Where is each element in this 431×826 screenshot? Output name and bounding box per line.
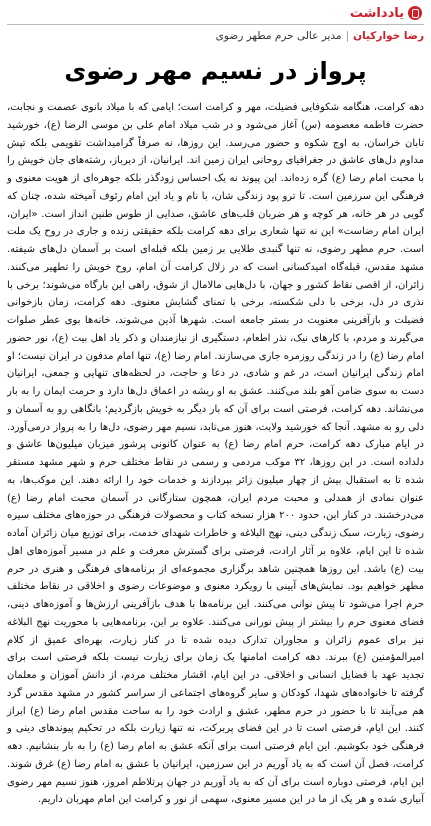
author-role: مدیر عالی حرم مطهر رضوی bbox=[215, 30, 342, 42]
byline bbox=[7, 27, 424, 45]
byline-separator: | bbox=[345, 30, 350, 42]
note-icon bbox=[408, 6, 422, 20]
article-body: دهه کرامت، هنگامه شکوفایی فضیلت، مهر و کرامت است؛ ایامی که با میلاد بانوی عصمت و نجابت، حضرت فاطمه معصومه (س) آغاز می‌شود و در شب میلاد امام علی بن موسی الرضا (ع)، خورشید تابان خراسان، به اوج شکوه و حضور می‌رسد. این روزها، نه صرفاً گرامیداشت تقویمی بلکه تپش مداوم دل‌های عاشق در جغرافیای روحانی ایران زمین اند. ایرانیان، از دیرباز، رشته‌های جان خویش را با محبت امام رضا (ع) گره زده‌اند. این پیوند نه یک احساس زودگذر بلکه جوهره‌ای از هویت معنوی و فرهنگی این سرزمین است. تا ترو پود زندگی شان، با نام و یاد این امام رئوف آمیخته شده، چنان که گویی در هر خانه، هر کوچه و هر ضربان قلب‌های عاشق، صدایی از طوس طنین انداز است. «ایران، ایران امام رضاست» این نه تنها شعاری برای دهه کرامت بلکه حقیقتی زنده و جاری در روح یک ملت است. حرم مطهر رضوی، نه تنها گنبدی طلایی بر زمین بلکه قبله‌ای است بر آسمان دل‌های شیفته. مشهد مقدس، قبله‌گاه امیدکسانی است که در زلال کرامت آن امام، روح خویش را تطهیر می‌کنند. زائران، از اقصی نقاط کشور و جهان، با دل‌هایی مالامال از شوق، راهی این بارگاه می‌شوند؛ برخی با نذری در دل، برخی با دلی شکسته، برخی با تمنای گشایش معنوی. دهه کرامت، زمان بازخوانی فضیلت و بازآفرینی معنویت در بستر جامعه است. شهرها آذین می‌شوند، خانه‌ها بوی عطر صلوات می‌گیرند و مردم، با کارهای نیک، نذر اطعام، دستگیری از نیازمندان و ذکر یاد اهل بیت (ع)، نور حضور امام رضا (ع) را در زندگی روزمره جاری می‌سازند. امام رضا (ع)، تنها امام مدفون در ایران نیست؛ او امام زندگی ایرانیان است، در غم و شادی، در دعا و حاجت، در لحظه‌های تنهایی و جمعی، ایرانیان دست به سوی ضامن آهو بلند می‌کنند. عشق به او ریشه در اعماق دل‌ها دارد و حرمت ایمان را به بار می‌نشاند. دهه کرامت، فرصتی است برای آن که بار دیگر به خویش بازگردیم؛ بانگاهی رو به آسمان و دلی رو به مشهد. آنجا که خورشید ولایت، هنوز می‌تابد، نسیم مهر رضوی، دل‌ها را به پرواز درمی‌آورد. در ایام مبارک دهه کرامت، حرم امام رضا (ع) به عنوان کانونی پرشور میزبان میلیون‌ها عاشق و دلداده است. در این روزها، ۳۲ موکب مردمی و رسمی در نقاط مختلف حرم و شهر مشهد مستقر شده تا به استقبال بیش از چهار میلیون زائر بپردازند و خدمات خود را ارائه دهند. این موکب‌ها، به عنوان نمادی از همدلی و محبت مردم ایران، همچون ستارگانی در آسمان محبت امام رضا (ع) می‌درخشند. در کنار این، حدود ۲۰۰ هزار نسخه کتاب و محصولات فرهنگی در حوزه‌های مختلف سیره رضوی، زیارت، سبک زندگی دینی، نهج البلاغه و خاطرات شهدای خدمت، برای توزیع میان زائران آماده شده تا این ایام، علاوه بر آثار ارادت، فرصتی برای گسترش معرفت و علم در مسیر آموزه‌های اهل بیت (ع) باشد. این روزها همچنین شاهد برگزاری مجموعه‌ای از برنامه‌های فرهنگی و هنری در حرم مطهر خواهیم بود. نمایش‌های آیینی با رویکرد معنوی و موضوعات رضوی و اخلاقی در نقاط مختلف حرم اجرا می‌شود تا پیش نوانی می‌کنند. این برنامه‌ها با هدف بازآفرینی ارزش‌ها و آموزه‌های دینی، فضای معنوی حرم را بیشتر از پیش نورانی می‌کنند. علاوه بر این، برنامه‌هایی با محوریت نهج البلاغه نیز برای عموم زائران و مجاوران تدارک دیده شده تا در کنار زیارت، بهره‌ای عمیق از کلام امیرالمؤمنین (ع) ببرند. دهه کرامت امامنها یک زمان برای زیارت نیست بلکه فرصتی است برای تجدید عهد با فضایل انسانی و اخلاقی. در این ایام، اقشار مختلف مردم، از دانش آموزان و معلمان گرفته تا خانواده‌های شهدا، کودکان و سایر گروه‌های اجتماعی از سراسر کشور در مشهد مقدس گرد هم می‌آیند تا با حضور در حرم مطهر، عشق و ارادت خود را به ساحت مقدس امام رضا (ع) ابراز کنند. این ایام، فرصتی است تا در این فضای پربرکت، نه تنها زیارت بلکه در تحکیم پیوندهای دینی و فرهنگی خود بکوشیم. این ایام فرصتی است برای آنکه عشق به امام رضا (ع) را به بار بنشانیم. دهه کرامت، فصل آن است که به یاد آوریم در این سرزمین، ایرانیان با عشق به امام رضا (ع) غرق شوند. این ایام، فرصتی دوباره است برای آن که به یاد آوریم در جهان پرتلاطم امروز، هنوز نسیم مهر رضوی آبیاری شده و هر یک از ما در این مسیر معنوی، سهمی از نور و کرامت این امام مهربان داریم. bbox=[7, 102, 425, 806]
section-title: یادداشت bbox=[349, 5, 404, 21]
article-headline: پرواز در نسیم مهر رضوی bbox=[64, 57, 367, 85]
section-header bbox=[7, 2, 424, 25]
author-name: رضا خوارکیان bbox=[353, 30, 424, 42]
article-page bbox=[0, 2, 431, 826]
